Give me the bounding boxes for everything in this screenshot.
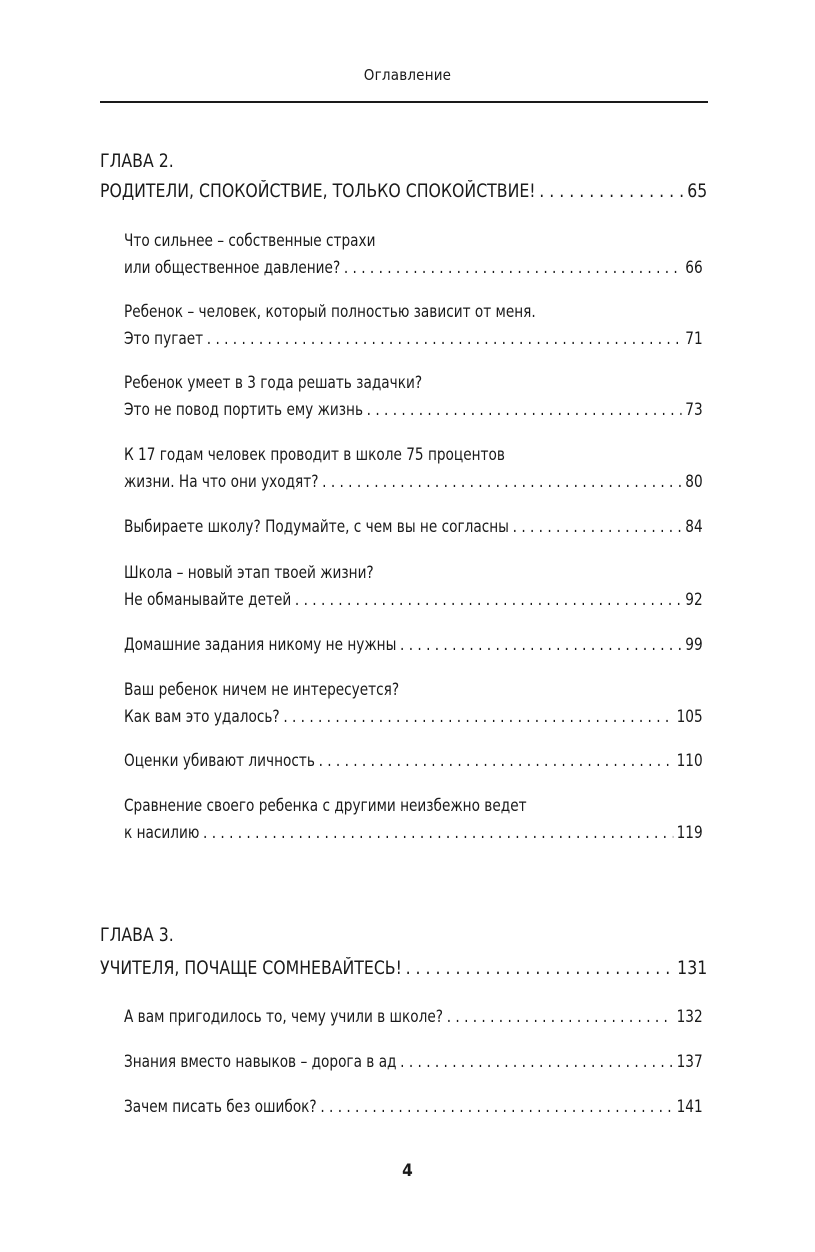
entry-title: Ребенок умеет в 3 года решать задачки? bbox=[124, 373, 423, 392]
toc-entry-line1[interactable] bbox=[124, 445, 703, 464]
entry-title: жизни. На что они уходят? bbox=[124, 472, 319, 491]
dot-leader bbox=[447, 1007, 673, 1026]
toc-entry[interactable] bbox=[124, 707, 703, 726]
header-rule bbox=[100, 101, 708, 103]
entry-page: 119 bbox=[676, 823, 703, 842]
entry-title: Не обманывайте детей bbox=[124, 590, 292, 609]
toc-entry[interactable] bbox=[124, 635, 703, 654]
toc-entry-line1[interactable] bbox=[124, 680, 703, 699]
entry-page: 137 bbox=[676, 1052, 703, 1071]
dot-leader bbox=[513, 517, 682, 536]
toc-entry-line1[interactable] bbox=[124, 231, 703, 250]
toc-entry[interactable] bbox=[124, 400, 703, 419]
chapter-title: УЧИТЕЛЯ, ПОЧАЩЕ СОМНЕВАЙТЕСЬ! bbox=[100, 957, 402, 979]
entry-title: Что сильнее – собственные страхи bbox=[124, 231, 376, 250]
chapter-title-line[interactable] bbox=[100, 957, 707, 979]
entry-title: Выбираете школу? Подумайте, с чем вы не согласны bbox=[124, 517, 509, 536]
dot-leader bbox=[207, 329, 682, 348]
chapter-label[interactable] bbox=[100, 150, 707, 172]
entry-title: К 17 годам человек проводит в школе 75 процентов bbox=[124, 445, 505, 464]
entry-page: 105 bbox=[676, 707, 703, 726]
entry-title: Ребенок – человек, который полностью зависит от меня. bbox=[124, 302, 536, 321]
entry-title: Оценки убивают личность bbox=[124, 751, 315, 770]
chapter-label[interactable] bbox=[100, 924, 707, 946]
dot-leader bbox=[539, 180, 683, 202]
entry-title: Сравнение своего ребенка с другими неизбежно ведет bbox=[124, 796, 527, 815]
chapter-title: РОДИТЕЛИ, СПОКОЙСТВИЕ, ТОЛЬКО СПОКОЙСТВИЕ! bbox=[100, 180, 536, 202]
entry-page: 80 bbox=[685, 472, 703, 491]
toc-entry[interactable] bbox=[124, 751, 703, 770]
toc-entry-line1[interactable] bbox=[124, 373, 703, 392]
entry-page: 66 bbox=[685, 258, 703, 277]
toc-entry-line1[interactable] bbox=[124, 796, 703, 815]
entry-title: Это не повод портить ему жизнь bbox=[124, 400, 363, 419]
chapter-page: 65 bbox=[687, 180, 708, 202]
toc-entry[interactable] bbox=[124, 472, 703, 491]
entry-title: Ваш ребенок ничем не интересуется? bbox=[124, 680, 400, 699]
dot-leader bbox=[344, 258, 682, 277]
toc-entry[interactable] bbox=[124, 1007, 703, 1026]
toc-entry[interactable] bbox=[124, 590, 703, 609]
entry-title: или общественное давление? bbox=[124, 258, 341, 277]
chapter-number: ГЛАВА 2. bbox=[100, 150, 174, 172]
entry-title: Школа – новый этап твоей жизни? bbox=[124, 563, 374, 582]
dot-leader bbox=[367, 400, 682, 419]
toc-entry[interactable] bbox=[124, 823, 703, 842]
dot-leader bbox=[319, 751, 673, 770]
toc-entry[interactable] bbox=[124, 1052, 703, 1071]
entry-page: 71 bbox=[685, 329, 703, 348]
chapter-page: 131 bbox=[677, 957, 708, 979]
entry-title: Знания вместо навыков – дорога в ад bbox=[124, 1052, 397, 1071]
entry-page: 110 bbox=[676, 751, 703, 770]
dot-leader bbox=[295, 590, 682, 609]
dot-leader bbox=[400, 1052, 673, 1071]
entry-title: А вам пригодилось то, чему учили в школе? bbox=[124, 1007, 444, 1026]
entry-title: Это пугает bbox=[124, 329, 204, 348]
entry-page: 99 bbox=[685, 635, 703, 654]
entry-title: Зачем писать без ошибок? bbox=[124, 1097, 317, 1116]
dot-leader bbox=[400, 635, 682, 654]
dot-leader bbox=[406, 957, 674, 979]
entry-page: 84 bbox=[685, 517, 703, 536]
toc-entry[interactable] bbox=[124, 258, 703, 277]
chapter-number: ГЛАВА 3. bbox=[100, 924, 174, 946]
toc-entry[interactable] bbox=[124, 1097, 703, 1116]
entry-title: Домашние задания никому не нужны bbox=[124, 635, 397, 654]
page-number: 4 bbox=[402, 1161, 413, 1181]
toc-entry[interactable] bbox=[124, 329, 703, 348]
entry-page: 141 bbox=[676, 1097, 703, 1116]
chapter-title-line[interactable] bbox=[100, 180, 707, 202]
entry-title: к насилию bbox=[124, 823, 200, 842]
toc-entry-line1[interactable] bbox=[124, 302, 703, 321]
entry-title: Как вам это удалось? bbox=[124, 707, 280, 726]
toc-entry-line1[interactable] bbox=[124, 563, 703, 582]
entry-page: 73 bbox=[685, 400, 703, 419]
entry-page: 132 bbox=[676, 1007, 703, 1026]
running-header: Оглавление bbox=[363, 66, 452, 84]
toc-entry[interactable] bbox=[124, 517, 703, 536]
dot-leader bbox=[283, 707, 673, 726]
dot-leader bbox=[320, 1097, 673, 1116]
dot-leader bbox=[203, 823, 673, 842]
dot-leader bbox=[322, 472, 681, 491]
entry-page: 92 bbox=[685, 590, 703, 609]
